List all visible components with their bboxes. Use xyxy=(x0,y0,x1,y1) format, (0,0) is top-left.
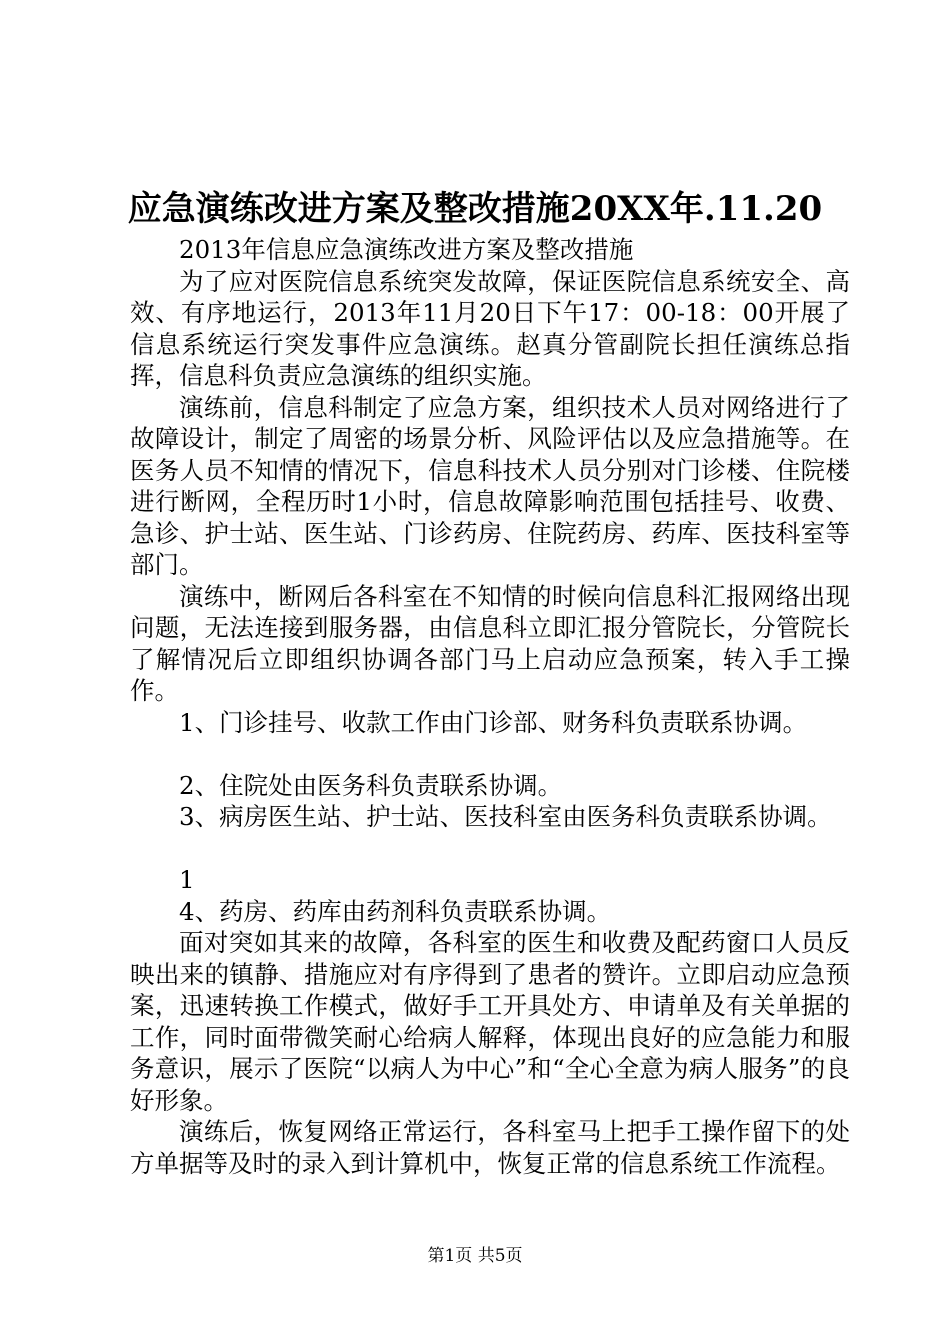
list-item-1: 1、门诊挂号、收款工作由门诊部、财务科负责联系协调。 xyxy=(179,707,808,737)
list-item-3: 3、病房医生站、护士站、医技科室由医务科负责联系协调。 xyxy=(179,802,832,831)
paragraph-intro: 为了应对医院信息系统突发故障，保证医院信息系统安全、高效、有序地运行，2013年11月20日下午17：00-18：00开展了信息系统运行突发事件应急演练。赵真分管副院长担任演练总指挥，信息科负责应急演练的组织实施。 xyxy=(130,266,850,390)
list-item-2: 2、住院处由医务科负责联系协调。 xyxy=(179,770,563,800)
document-title: 应急演练改进方案及整改措施20XX年.11.20 xyxy=(127,189,823,229)
document-body xyxy=(130,234,850,1179)
paragraph-subtitle: 2013年信息应急演练改进方案及整改措施 xyxy=(179,235,634,264)
page-footer: 第1页 共5页 xyxy=(427,1246,523,1266)
paragraph-response: 面对突如其来的故障，各科室的医生和收费及配药窗口人员反映出来的镇静、措施应对有序得到了患者的赞许。立即启动应急预案，迅速转换工作模式，做好手工开具处方、申请单及有关单据的工作，同时面带微笑耐心给病人解释，体现出良好的应急能力和服务意识，展示了医院“以病人为中心”和“全心全意为病人服务”的良好形象。 xyxy=(130,928,850,1115)
list-item-4: 4、药房、药库由药剂科负责联系协调。 xyxy=(179,896,612,926)
paragraph-during-drill: 演练中，断网后各科室在不知情的时候向信息科汇报网络出现问题，无法连接到服务器，由信息科立即汇报分管院长，分管院长了解情况后立即组织协调各部门马上启动应急预案，转入手工操作。 xyxy=(130,581,850,705)
paragraph-before-drill: 演练前，信息科制定了应急方案，组织技术人员对网络进行了故障设计，制定了周密的场景分析、风险评估以及应急措施等。在医务人员不知情的情况下，信息科技术人员分别对门诊楼、住院楼进行断网，全程历时1小时，信息故障影响范围包括挂号、收费、急诊、护士站、医生站、门诊药房、住院药房、药库、医技科室等部门。 xyxy=(130,392,850,579)
inline-page-number: 1 xyxy=(179,865,195,894)
paragraph-after-drill: 演练后，恢复网络正常运行，各科室马上把手工操作留下的处方单据等及时的录入到计算机中，恢复正常的信息系统工作流程。 xyxy=(130,1117,850,1178)
